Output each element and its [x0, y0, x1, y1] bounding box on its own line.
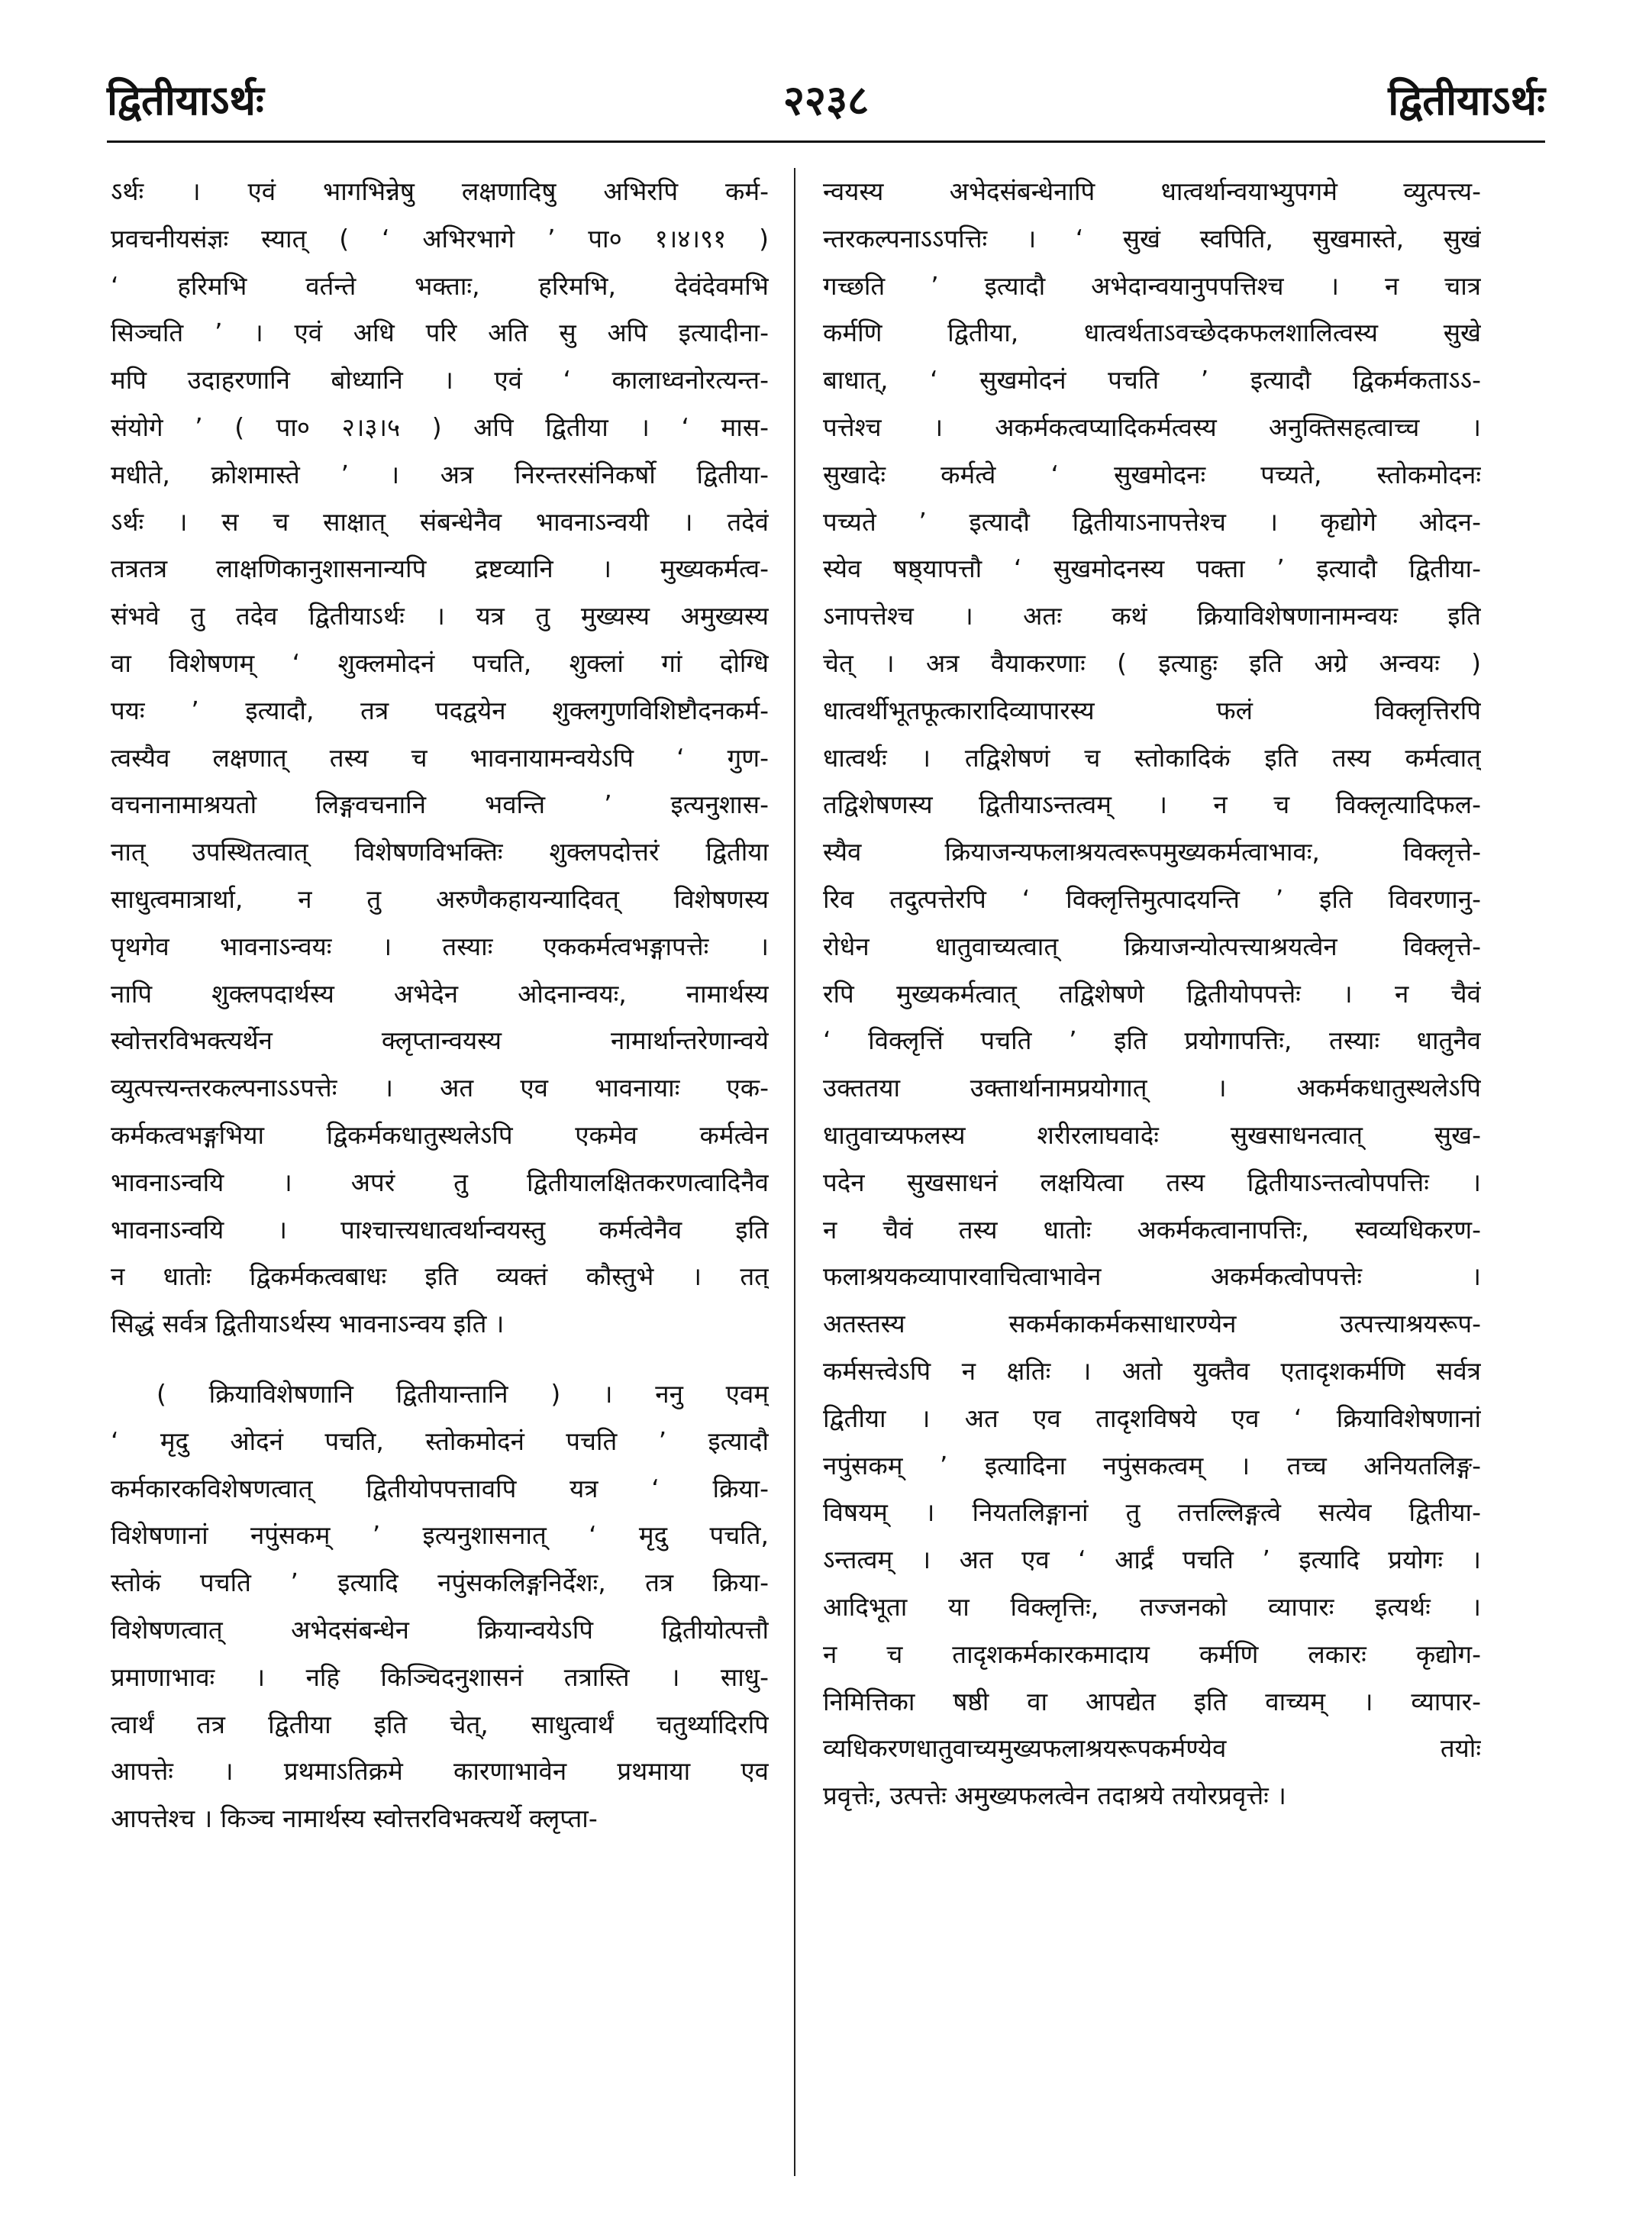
text-line: प्रमाणाभावः । नहि किञ्चिदनुशासनं तत्रास्ति । साधु-: [111, 1661, 769, 1692]
text-line: रिव तदुत्पत्तेरपि ‘ विक्लृत्तिमुत्पादयन्ति ’ इति विवरणानु-: [823, 883, 1481, 914]
running-head-right: द्वितीयाऽर्थः: [1388, 76, 1545, 124]
text-line: सिञ्चति ’ । एवं अधि परि अति सु अपि इत्यादीना-: [111, 318, 769, 348]
text-line: पच्यते ’ इत्यादौ द्वितीयाऽनापत्तेश्च । कृद्योगे ओदन-: [823, 506, 1481, 537]
text-line: पृथगेव भावनाऽन्वयः । तस्याः एककर्मत्वभङ्गापत्तेः ।: [111, 931, 769, 961]
text-line: न्वयस्य अभेदसंबन्धेनापि धात्वर्थान्वयाभ्युपगमे व्युत्पत्त्य-: [823, 176, 1481, 206]
text-line: धातुवाच्यफलस्य शरीरलाघवादेः सुखसाधनत्वात् सुख-: [823, 1119, 1481, 1150]
text-line: विशेषणानां नपुंसकम् ’ इत्यनुशासनात् ‘ मृदु पचति,: [111, 1520, 769, 1551]
text-line: धात्वर्थः । तद्विशेषणं च स्तोकादिकं इति तस्य कर्मत्वात्: [823, 742, 1481, 773]
text-line: वचनानामाश्रयतो लिङ्गवचनानि भवन्ति ’ इत्यनुशास-: [111, 789, 769, 820]
text-line: प्रवृत्तेः, उत्पत्तेः अमुख्यफलत्वेन तदाश्रये तयोरप्रवृत्तेः ।: [823, 1781, 1286, 1811]
text-line: तत्रतत्र लाक्षणिकानुशासनान्यपि द्रष्टव्यानि । मुख्यकर्मत्व-: [111, 554, 769, 584]
text-line: स्यैव क्रियाजन्यफलाश्रयत्वरूपमुख्यकर्मत्वाभावः, विक्लृत्ते-: [823, 837, 1481, 867]
text-line: धात्वर्थीभूतफूत्कारादिव्यापारस्य फलं विक्लृत्तिरपि: [823, 695, 1481, 725]
text-line: चेत् । अत्र वैयाकरणाः ( इत्याहुः इति अग्रे अन्वयः ): [823, 647, 1481, 678]
text-line: भावनाऽन्वयि । अपरं तु द्वितीयालक्षितकरणत्वादिनैव: [111, 1167, 769, 1197]
running-head-left: द्वितीयाऽर्थः: [107, 76, 264, 124]
text-line: न च तादृशकर्मकारकमादाय कर्मणि लकारः कृद्योग-: [823, 1639, 1481, 1669]
text-line: पत्तेश्च । अकर्मकत्वप्यादिकर्मत्वस्य अनुक्तिसहत्वाच्च ।: [823, 412, 1481, 442]
text-line: पयः ’ इत्यादौ, तत्र पदद्वयेन शुक्लगुणविशिष्टौदनकर्म-: [111, 695, 769, 725]
text-line: पदेन सुखसाधनं लक्षयित्वा तस्य द्वितीयाऽन्तत्वोपपत्तिः ।: [823, 1167, 1481, 1197]
text-line: ऽन्तत्वम् । अत एव ‘ आर्द्रं पचति ’ इत्यादि प्रयोगः ।: [823, 1545, 1481, 1575]
text-line: नात् उपस्थितत्वात् विशेषणविभक्तिः शुक्लपदोत्तरं द्वितीया: [111, 837, 769, 867]
text-line: ‘ हरिमभि वर्तन्ते भक्ताः, हरिमभि, देवंदेवमभि: [111, 270, 769, 301]
text-line: विशेषणत्वात् अभेदसंबन्धेन क्रियान्वयेऽपि द्वितीयोत्पत्तौ: [111, 1614, 769, 1645]
text-line: ( क्रियाविशेषणानि द्वितीयान्तानि ) । ननु एवम्: [156, 1378, 769, 1409]
text-line: उक्ततया उक्तार्थानामप्रयोगात् । अकर्मकधातुस्थलेऽपि: [823, 1073, 1481, 1103]
text-line: व्युत्पत्त्यन्तरकल्पनाऽऽपत्तेः । अत एव भावनायाः एक-: [111, 1073, 769, 1103]
left-column: [111, 168, 769, 1842]
text-line: प्रवचनीयसंज्ञः स्यात् ( ‘ अभिरभागे ’ पा० १।४।९१ ): [111, 223, 769, 253]
text-line: साधुत्वमात्रार्था, न तु अरुणैकहायन्यादिवत् विशेषणस्य: [111, 883, 769, 914]
text-line: कर्मणि द्वितीया, धात्वर्थताऽवच्छेदकफलशालित्वस्य सुखे: [823, 318, 1481, 348]
text-line: त्वस्यैव लक्षणात् तस्य च भावनायामन्वयेऽपि ‘ गुण-: [111, 742, 769, 773]
header-rule: [107, 140, 1545, 143]
text-line: न्तरकल्पनाऽऽपत्तिः । ‘ सुखं स्वपिति, सुखमास्ते, सुखं: [823, 223, 1481, 253]
text-line: द्वितीया । अत एव तादृशविषये एव ‘ क्रियाविशेषणानां: [823, 1403, 1481, 1433]
text-line: न चैवं तस्य धातोः अकर्मकत्वानापत्तिः, स्वव्यधिकरण-: [823, 1214, 1481, 1245]
text-line: ‘ मृदु ओदनं पचति, स्तोकमोदनं पचति ’ इत्यादौ: [111, 1426, 769, 1456]
text-line: संभवे तु तदेव द्वितीयाऽर्थः । यत्र तु मुख्यस्य अमुख्यस्य: [111, 601, 769, 631]
text-line: रपि मुख्यकर्मत्वात् तद्विशेषणे द्वितीयोपपत्तेः । न चैवं: [823, 978, 1481, 1009]
text-line: रोधेन धातुवाच्यत्वात् क्रियाजन्योत्पत्त्याश्रयत्वेन विक्लृत्ते-: [823, 931, 1481, 961]
text-line: ऽनापत्तेश्च । अतः कथं क्रियाविशेषणानामन्वयः इति: [823, 601, 1481, 631]
right-column: [823, 168, 1481, 1819]
text-line: सुखादेः कर्मत्वे ‘ सुखमोदनः पच्यते, स्तोकमोदनः: [823, 459, 1481, 489]
text-line: फलाश्रयकव्यापारवाचित्वाभावेन अकर्मकत्वोपपत्तेः ।: [823, 1261, 1481, 1292]
text-line: मपि उदाहरणानि बोध्यानि । एवं ‘ कालाध्वनोरत्यन्त-: [111, 365, 769, 396]
text-line: ऽर्थः । स च साक्षात् संबन्धेनैव भावनाऽन्वयी । तदेवं: [111, 506, 769, 537]
text-line: स्तोकं पचति ’ इत्यादि नपुंसकलिङ्गनिर्देशः, तत्र क्रिया-: [111, 1568, 769, 1598]
text-line: आपत्तेः । प्रथमाऽतिक्रमे कारणाभावेन प्रथमाया एव: [111, 1756, 769, 1787]
text-line: व्यधिकरणधातुवाच्यमुख्यफलाश्रयरूपकर्मण्येव तयोः: [823, 1733, 1481, 1764]
text-line: वा विशेषणम् ‘ शुक्लमोदनं पचति, शुक्लां गां दोग्धि: [111, 647, 769, 678]
text-line: कर्मकत्वभङ्गभिया द्विकर्मकधातुस्थलेऽपि एकमेव कर्मत्वेन: [111, 1119, 769, 1150]
text-line: अतस्तस्य सकर्मकाकर्मकसाधारण्येन उत्पत्त्याश्रयरूप-: [823, 1309, 1481, 1339]
page-header: [107, 70, 1545, 131]
text-line: कर्मकारकविशेषणत्वात् द्वितीयोपपत्तावपि यत्र ‘ क्रिया-: [111, 1473, 769, 1503]
text-line: कर्मसत्त्वेऽपि न क्षतिः । अतो युक्तैव एतादृशकर्मणि सर्वत्र: [823, 1355, 1481, 1386]
text-line: त्वार्थं तत्र द्वितीया इति चेत्, साधुत्वार्थं चतुर्थ्यादिरपि: [111, 1709, 769, 1739]
text-line: विषयम् । नियतलिङ्गानां तु तत्तल्लिङ्गत्वे सत्येव द्वितीया-: [823, 1497, 1481, 1528]
text-line: आपत्तेश्च । किञ्च नामार्थस्य स्वोत्तरविभक्त्यर्थे क्लृप्ता-: [111, 1803, 598, 1834]
text-line: स्वोत्तरविभक्त्यर्थेन क्लृप्तान्वयस्य नामार्थान्तरेणान्वये: [111, 1025, 769, 1056]
text-line: ‘ विक्लृत्तिं पचति ’ इति प्रयोगापत्तिः, तस्याः धातुनैव: [823, 1025, 1481, 1056]
text-line: संयोगे ’ ( पा० २।३।५ ) अपि द्वितीया । ‘ मास-: [111, 412, 769, 442]
text-line: बाधात्, ‘ सुखमोदनं पचति ’ इत्यादौ द्विकर्मकताऽऽ-: [823, 365, 1481, 396]
text-line: निमित्तिका षष्ठी वा आपद्येत इति वाच्यम् । व्यापार-: [823, 1686, 1481, 1716]
text-line: ऽर्थः । एवं भागभिन्नेषु लक्षणादिषु अभिरपि कर्म-: [111, 176, 769, 206]
page-number: २२३८: [782, 76, 870, 124]
text-line: नापि शुक्लपदार्थस्य अभेदेन ओदनान्वयः, नामार्थस्य: [111, 978, 769, 1009]
column-divider: [794, 168, 795, 2176]
text-line: गच्छति ’ इत्यादौ अभेदान्वयानुपपत्तिश्च । न चात्र: [823, 270, 1481, 301]
text-line: नपुंसकम् ’ इत्यादिना नपुंसकत्वम् । तच्च अनियतलिङ्ग-: [823, 1450, 1481, 1480]
text-line: तद्विशेषणस्य द्वितीयाऽन्तत्वम् । न च विक्लृत्यादिफल-: [823, 789, 1481, 820]
text-line: न धातोः द्विकर्मकत्वबाधः इति व्यक्तं कौस्तुभे । तत्: [111, 1261, 769, 1292]
text-line: भावनाऽन्वयि । पाश्चात्त्यधात्वर्थान्वयस्तु कर्मत्वेनैव इति: [111, 1214, 769, 1245]
text-line: स्येव षष्ठ्यापत्तौ ‘ सुखमोदनस्य पक्ता ’ इत्यादौ द्वितीया-: [823, 554, 1481, 584]
text-line: सिद्धं सर्वत्र द्वितीयाऽर्थस्य भावनाऽन्वय इति ।: [111, 1309, 505, 1339]
text-line: आदिभूता या विक्लृत्तिः, तज्जनको व्यापारः इत्यर्थः ।: [823, 1591, 1481, 1622]
text-line: मधीते, क्रोशमास्ते ’ । अत्र निरन्तरसंनिकर्षो द्वितीया-: [111, 459, 769, 489]
